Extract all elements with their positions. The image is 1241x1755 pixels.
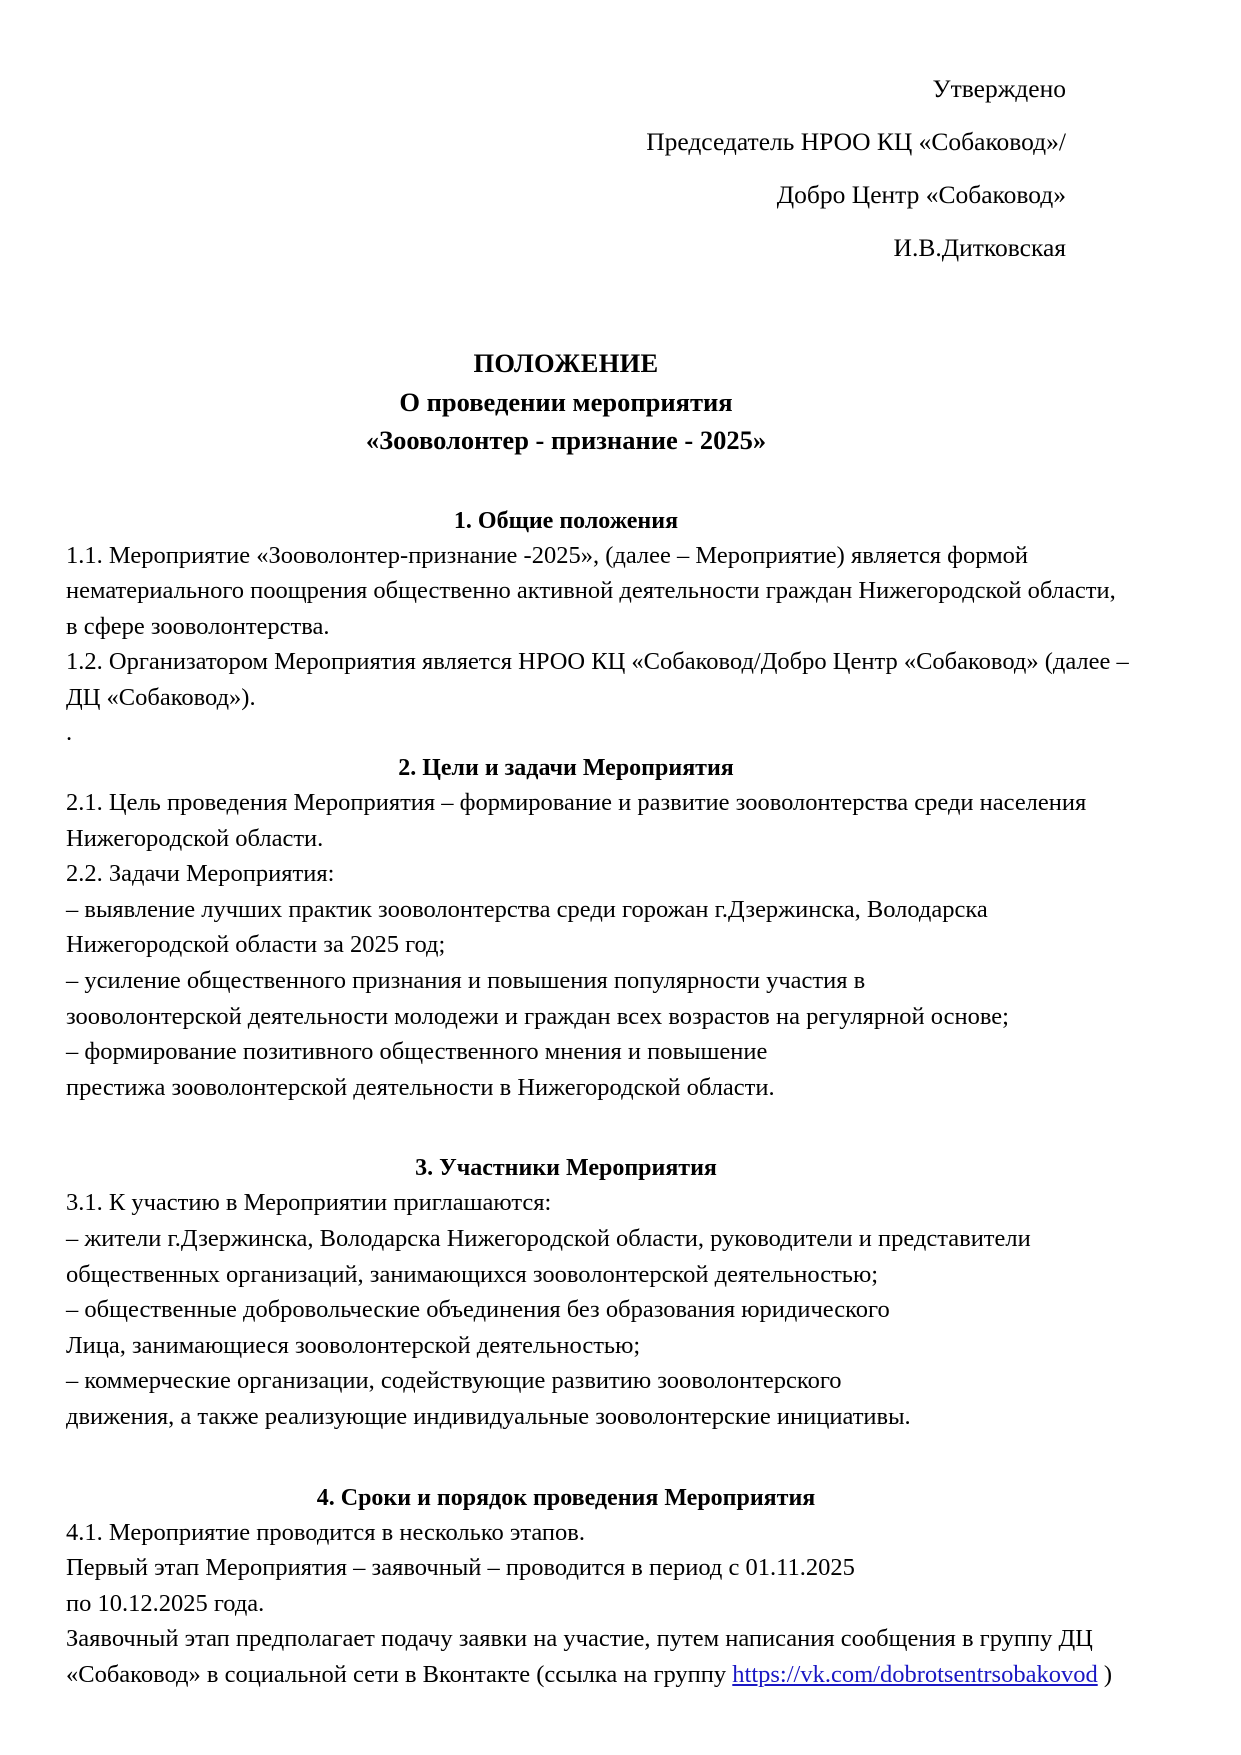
spacer-before-section-1 xyxy=(66,460,1066,504)
spacer-before-section-3 xyxy=(66,1105,1066,1151)
section-3-line-5: Лица, занимающиеся зооволонтерской деятельностью; xyxy=(66,1331,641,1359)
section-3-line-7: движения, а также реализующие индивидуальные зооволонтерские инициативы. xyxy=(66,1402,911,1430)
title-line-polozhenie: ПОЛОЖЕНИЕ xyxy=(473,348,659,378)
section-3-heading: 3. Участники Мероприятия xyxy=(415,1155,717,1182)
section-2-line-8: – формирование позитивного общественного мнения и повышение xyxy=(66,1038,768,1066)
page-title xyxy=(66,344,1066,460)
approval-line-signatory: И.В.Дитковская xyxy=(893,233,1066,262)
section-1-line-4: 1.2. Организатором Мероприятия является НРОО КЦ «Собаковод/Добро Центр «Собаковод» (далее – xyxy=(66,648,1129,676)
section-4-line-3: по 10.12.2025 года. xyxy=(66,1589,265,1617)
section-1-line-3: в сфере зооволонтерства. xyxy=(66,612,330,640)
approval-line-center: Добро Центр «Собаковод» xyxy=(776,180,1066,209)
section-2 xyxy=(66,751,1087,1105)
section-3-line-6: – коммерческие организации, содействующие развитию зооволонтерского xyxy=(66,1367,842,1395)
section-1-line-2: нематериального поощрения общественно активной деятельности граждан Нижегородской области, xyxy=(66,577,1116,605)
section-3-line-3: общественных организаций, занимающихся зооволонтерской деятельностью; xyxy=(66,1260,879,1288)
title-line-event-name: «Зооволонтер - признание - 2025» xyxy=(365,425,767,455)
title-line-subject: О проведении мероприятия xyxy=(399,386,733,417)
section-1 xyxy=(66,504,1129,752)
section-2-line-1: 2.1. Цель проведения Мероприятия – формирование и развитие зооволонтерства среди населения xyxy=(66,789,1087,817)
approval-block xyxy=(66,62,1066,274)
section-1-line-1: 1.1. Мероприятие «Зооволонтер-признание -2025», (далее – Мероприятие) является формой xyxy=(66,541,1028,569)
spacer-before-section-4 xyxy=(66,1435,1066,1481)
section-4-line-4: Заявочный этап предполагает подачу заявки на участие, путем написания сообщения в группу ДЦ xyxy=(66,1625,1093,1653)
section-3-line-4: – общественные добровольческие объединения без образования юридического xyxy=(66,1296,890,1324)
section-2-line-5: Нижегородской области за 2025 год; xyxy=(66,931,446,959)
section-2-heading: 2. Цели и задачи Мероприятия xyxy=(398,755,734,782)
section-4-line-5 xyxy=(66,1657,1113,1693)
section-3 xyxy=(66,1151,1066,1434)
section-2-line-9: престижа зооволонтерской деятельности в Нижегородской области. xyxy=(66,1073,775,1101)
section-2-line-2: Нижегородской области. xyxy=(66,824,324,852)
document-content xyxy=(66,0,1129,1693)
approval-line-chairman: Председатель НРОО КЦ «Собаковод»/ xyxy=(646,127,1066,156)
section-1-line-6: . xyxy=(66,719,73,747)
section-4 xyxy=(66,1481,1113,1693)
section-4-heading: 4. Сроки и порядок проведения Мероприятия xyxy=(316,1484,816,1511)
section-3-line-1: 3.1. К участию в Мероприятии приглашаются: xyxy=(66,1189,552,1217)
section-1-line-5: ДЦ «Собаковод»). xyxy=(66,683,256,711)
section-2-line-6: – усиление общественного признания и повышения популярности участия в xyxy=(66,967,866,995)
section-2-line-4: – выявление лучших практик зооволонтерства среди горожан г.Дзержинска, Володарска xyxy=(66,895,988,923)
approval-line-approved: Утверждено xyxy=(932,74,1066,103)
section-4-line-1: 4.1. Мероприятие проводится в несколько этапов. xyxy=(66,1518,585,1546)
final-line-suffix: ) xyxy=(1097,1660,1113,1688)
section-1-heading: 1. Общие положения xyxy=(453,507,679,534)
section-2-line-3: 2.2. Задачи Мероприятия: xyxy=(66,860,335,888)
section-4-line-2: Первый этап Мероприятия – заявочный – проводится в период с 01.11.2025 xyxy=(66,1554,855,1582)
final-line-prefix: «Собаковод» в социальной сети в Вконтакте (ссылка на группу xyxy=(66,1660,733,1688)
vk-group-link[interactable]: https://vk.com/dobrotsentrsobakovod xyxy=(732,1660,1098,1688)
section-3-line-2: – жители г.Дзержинска, Володарска Нижегородской области, руководители и представители xyxy=(66,1225,1031,1252)
section-2-line-7: зооволонтерской деятельности молодежи и граждан всех возрастов на регулярной основе; xyxy=(66,1002,1009,1030)
